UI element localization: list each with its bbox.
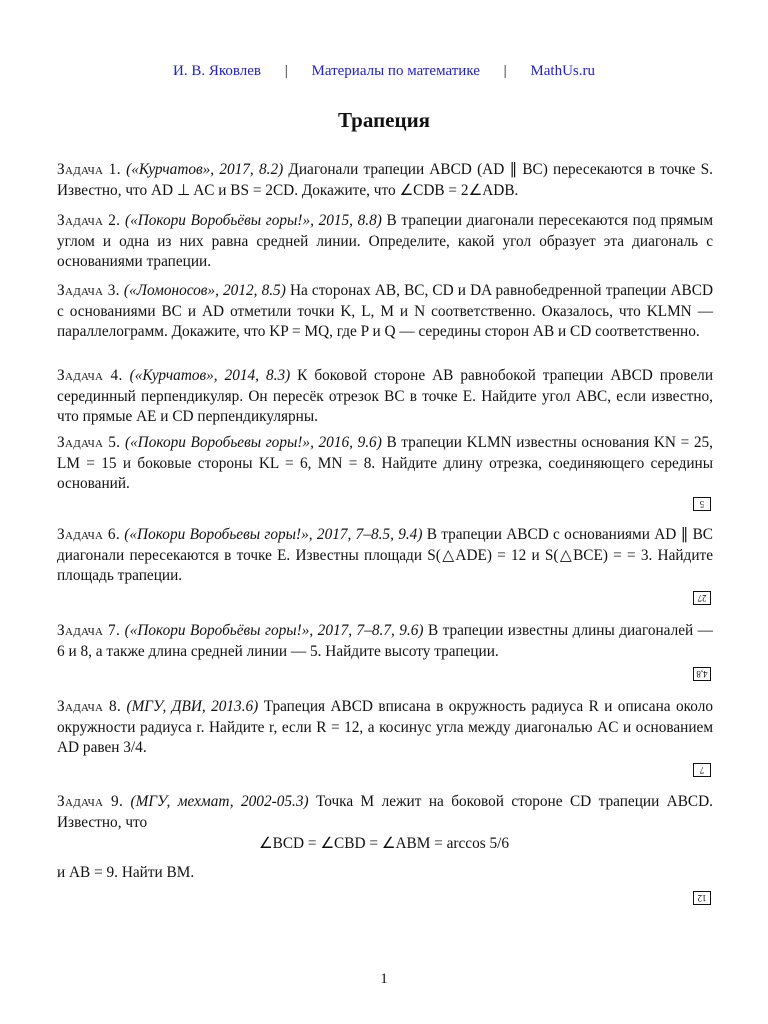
problem-2 <box>57 211 713 273</box>
page-number: 1 <box>380 971 388 987</box>
answer-box: 7 <box>693 763 711 777</box>
problem-4 <box>57 366 713 428</box>
problem-text: В трапеции ABCD с основаниями AD ∥ BC диагонали пересекаются в точке E. Известны площади S(△ADE) = 12 и S(△BCE) = = 3. Найдите площадь трапеции. <box>57 526 713 584</box>
problem-source: («Покори Воробьевы горы!», 2017, 7–8.5, 9.4) <box>124 526 423 543</box>
problem-6 <box>57 525 713 587</box>
author-name: И. В. Яковлев <box>172 63 261 79</box>
problem-source: («Покори Воробьёвы горы!», 2015, 8.8) <box>124 212 382 229</box>
problem-8 <box>57 697 713 759</box>
answer-box: 5 <box>693 497 711 511</box>
problem-source: («Покори Воробьёвы горы!», 2017, 7–8.7, 9.6) <box>124 622 424 639</box>
problem-label: Задача 4. <box>57 367 123 384</box>
problem-text: В трапеции KLMN известны основания KN = 25, LM = 15 и боковые стороны KL = 6, MN = 8. Найдите длину отрезка, соединяющего середины оснований. <box>57 434 713 492</box>
answer-box: 12 <box>693 891 711 905</box>
problem-1 <box>57 160 713 201</box>
materials-link[interactable]: Материалы по математике <box>311 63 480 79</box>
problem-source: («Покори Воробьевы горы!», 2016, 9.6) <box>124 434 382 451</box>
problem-source: (МГУ, мехмат, 2002-05.3) <box>130 793 309 810</box>
problem-label: Задача 1. <box>57 161 121 178</box>
page-header <box>0 63 768 80</box>
page-title: Трапеция <box>337 108 431 132</box>
problem-label: Задача 7. <box>57 622 121 639</box>
problem-7 <box>57 621 713 662</box>
problem-label: Задача 2. <box>57 212 121 229</box>
problem-3 <box>57 281 713 343</box>
problem-5 <box>57 433 713 495</box>
problem-text: К боковой стороне AB равнобокой трапеции ABCD провели серединный перпендикуляр. Он пересёк отрезок BC в точке E. Найдите угол ABC, если известно, что прямые AE и CD перпендикулярны. <box>57 367 714 425</box>
problem-label: Задача 5. <box>57 434 121 451</box>
problem-text: В трапеции известны длины диагоналей — 6 и 8, а также длина средней линии — 5. Найдите высоту трапеции. <box>57 622 713 660</box>
problem-9 <box>57 792 713 833</box>
problem-source: («Курчатов», 2017, 8.2) <box>126 161 284 178</box>
problem-label: Задача 8. <box>57 698 122 715</box>
problem-text: В трапеции диагонали пересекаются под прямым углом и одна из них равна средней линии. Определите, какой угол образует эта диагональ с основаниями трапеции. <box>57 212 714 270</box>
header-separator: | <box>284 63 288 79</box>
problem-9-tail: и AB = 9. Найти BM. <box>57 864 195 881</box>
display-formula: ∠BCD = ∠CBD = ∠ABM = arccos 5/6 <box>258 835 510 852</box>
problem-source: (МГУ, ДВИ, 2013.6) <box>126 698 259 715</box>
problem-text: Точка M лежит на боковой стороне CD трапеции ABCD. Известно, что <box>57 793 714 831</box>
problem-source: («Курчатов», 2014, 8.3) <box>129 367 291 384</box>
problem-source: («Ломоносов», 2012, 8.5) <box>123 282 286 299</box>
answer-box: 4,8 <box>693 667 711 681</box>
site-link[interactable]: MathUs.ru <box>530 63 595 79</box>
problem-text: Диагонали трапеции ABCD (AD ∥ BC) пересекаются в точке S. Известно, что AD ⊥ AC и BS = 2CD. Докажите, что ∠CDB = 2∠ADB. <box>57 161 713 199</box>
problem-text: На сторонах AB, BC, CD и DA равнобедренной трапеции ABCD с основаниями BC и AD отметили точки K, L, M и N соответственно. Оказалось, что KLMN — параллелограмм. Докажите, что KP = MQ, где P и Q — середины сторон AB и CD соответственно. <box>57 282 713 340</box>
problem-label: Задача 6. <box>57 526 120 543</box>
problem-label: Задача 9. <box>57 793 124 810</box>
problem-text: Трапеция ABCD вписана в окружность радиуса R и описана около окружности радиуса r. Найдите r, если R = 12, а косинус угла между диагональю AC и основанием AD равен 3/4. <box>57 698 713 756</box>
header-separator: | <box>503 63 507 79</box>
problem-label: Задача 3. <box>57 282 120 299</box>
answer-box: 27 <box>693 591 711 605</box>
